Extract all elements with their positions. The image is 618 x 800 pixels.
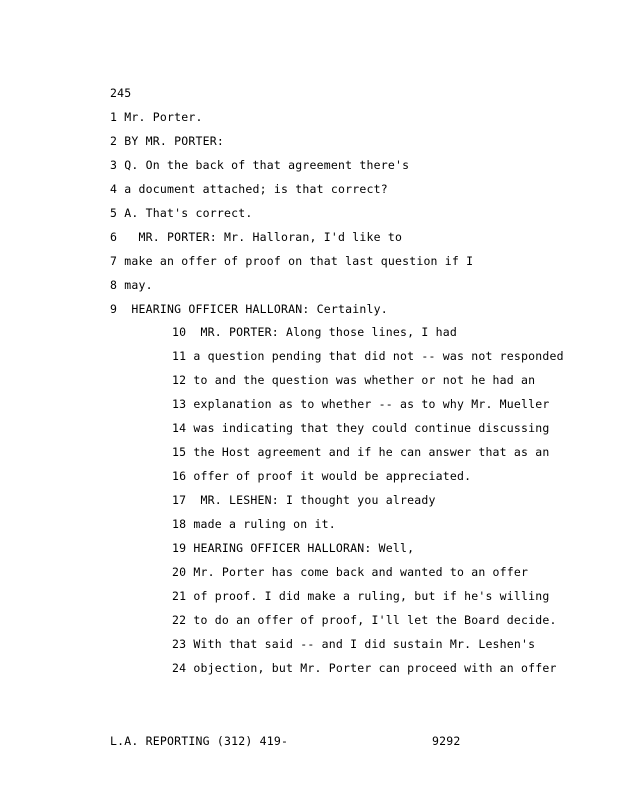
transcript-line: 8 may. <box>110 278 153 292</box>
transcript-line: 16 offer of proof it would be appreciated. <box>172 469 472 483</box>
transcript-line: 17 MR. LESHEN: I thought you already <box>172 493 436 507</box>
page-number: 245 <box>110 86 132 100</box>
transcript-line: 4 a document attached; is that correct? <box>110 182 388 196</box>
transcript-line: 19 HEARING OFFICER HALLORAN: Well, <box>172 541 415 555</box>
transcript-line: 23 With that said -- and I did sustain Mr. Leshen's <box>172 637 536 651</box>
transcript-line: 9 HEARING OFFICER HALLORAN: Certainly. <box>110 302 388 316</box>
transcript-line: 1 Mr. Porter. <box>110 110 203 124</box>
transcript-line: 13 explanation as to whether -- as to why Mr. Mueller <box>172 397 550 411</box>
transcript-line: 10 MR. PORTER: Along those lines, I had <box>172 325 457 339</box>
transcript-line: 20 Mr. Porter has come back and wanted to an offer <box>172 565 529 579</box>
transcript-line: 3 Q. On the back of that agreement there's <box>110 158 410 172</box>
transcript-line: 2 BY MR. PORTER: <box>110 134 224 148</box>
transcript-line: 12 to and the question was whether or not he had an <box>172 373 536 387</box>
transcript-line: 21 of proof. I did make a ruling, but if he's willing <box>172 589 550 603</box>
transcript-line: 14 was indicating that they could continue discussing <box>172 421 550 435</box>
footer-phone-suffix: 9292 <box>432 734 461 748</box>
transcript-line: 5 A. That's correct. <box>110 206 253 220</box>
transcript-line: 18 made a ruling on it. <box>172 517 336 531</box>
footer-reporter: L.A. REPORTING (312) 419- <box>110 734 289 748</box>
transcript-line: 22 to do an offer of proof, I'll let the Board decide. <box>172 613 557 627</box>
transcript-line: 11 a question pending that did not -- was not responded <box>172 349 564 363</box>
transcript-line: 24 objection, but Mr. Porter can proceed with an offer <box>172 661 557 675</box>
transcript-line: 15 the Host agreement and if he can answer that as an <box>172 445 550 459</box>
transcript-line: 6 MR. PORTER: Mr. Halloran, I'd like to <box>110 230 403 244</box>
transcript-line: 7 make an offer of proof on that last question if I <box>110 254 474 268</box>
